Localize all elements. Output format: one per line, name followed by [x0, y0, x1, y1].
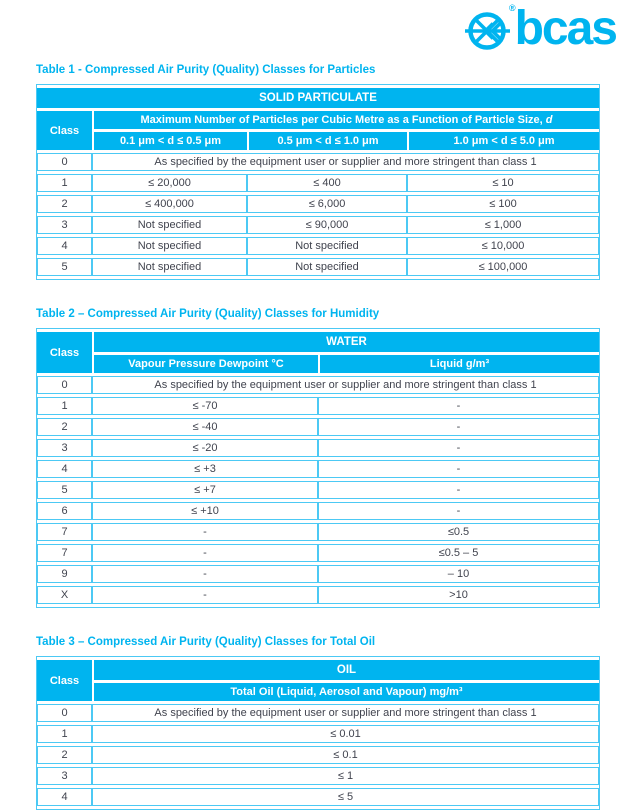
table1-class-column-header: Class: [37, 111, 92, 150]
class-cell: 2: [37, 195, 92, 213]
particles-table: [36, 84, 600, 280]
value-cell: Not specified: [92, 237, 247, 255]
value-cell: ≤ 10,000: [407, 237, 599, 255]
value-cell: ≤ 0.01: [92, 725, 599, 743]
value-cell: ≤ -20: [92, 439, 318, 457]
value-cell: -: [318, 397, 599, 415]
class-cell: 0: [37, 376, 92, 394]
table3-class-column-header: Class: [37, 660, 92, 701]
bcas-compressed-air-logo-icon: [465, 4, 513, 54]
oil-table: [36, 656, 600, 810]
value-cell: -: [92, 565, 318, 583]
class-cell: 4: [37, 237, 92, 255]
table-row: [37, 258, 599, 276]
table-row: [37, 237, 599, 255]
value-cell: -: [318, 439, 599, 457]
table-row: [37, 481, 599, 499]
value-cell: ≤ 400,000: [92, 195, 247, 213]
table-row: [37, 544, 599, 562]
table2-subheader-dewpoint: Vapour Pressure Dewpoint °C: [92, 355, 318, 373]
value-cell: ≤ 100,000: [407, 258, 599, 276]
table-row: [37, 216, 599, 234]
table2-subheader-liquid: Liquid g/m³: [318, 355, 599, 373]
class-cell: 1: [37, 397, 92, 415]
registered-trademark-symbol: ®: [508, 3, 516, 13]
value-cell: ≤ 1,000: [407, 216, 599, 234]
value-cell: -: [92, 544, 318, 562]
table-row: [37, 502, 599, 520]
value-cell: ≤ 10: [407, 174, 599, 192]
table-row: [37, 376, 599, 394]
class-cell: X: [37, 586, 92, 604]
value-cell: -: [92, 523, 318, 541]
oil-section: [36, 636, 600, 810]
value-cell: ≤ 6,000: [247, 195, 407, 213]
value-cell: As specified by the equipment user or supplier and more stringent than class 1: [92, 153, 599, 171]
table2-class-column-header: Class: [37, 332, 92, 373]
value-cell: ≤ 20,000: [92, 174, 247, 192]
value-cell: -: [318, 460, 599, 478]
table-row: [37, 460, 599, 478]
table-row: [37, 725, 599, 743]
table-row: [37, 153, 599, 171]
value-cell: As specified by the equipment user or supplier and more stringent than class 1: [92, 704, 599, 722]
value-cell: ≤0.5 – 5: [318, 544, 599, 562]
value-cell: Not specified: [247, 237, 407, 255]
table-row: [37, 767, 599, 785]
class-cell: 0: [37, 153, 92, 171]
value-cell: -: [92, 586, 318, 604]
table-row: [37, 565, 599, 583]
table1-title: Table 1 - Compressed Air Purity (Quality) Classes for Particles: [36, 64, 376, 76]
value-cell: ≤ 90,000: [247, 216, 407, 234]
value-cell: ≤ +10: [92, 502, 318, 520]
value-cell: ≤ -70: [92, 397, 318, 415]
class-cell: 7: [37, 523, 92, 541]
class-cell: 2: [37, 418, 92, 436]
value-cell: As specified by the equipment user or supplier and more stringent than class 1: [92, 376, 599, 394]
table-row: [37, 746, 599, 764]
value-cell: -: [318, 502, 599, 520]
table-row: [37, 523, 599, 541]
value-cell: ≤ 5: [92, 788, 599, 806]
class-cell: 3: [37, 216, 92, 234]
table1-subheader-size2: 0.5 μm < d ≤ 1.0 μm: [247, 132, 407, 150]
table1-subheader-size1: 0.1 μm < d ≤ 0.5 μm: [92, 132, 247, 150]
table1-band-header: SOLID PARTICULATE: [37, 88, 599, 108]
value-cell: ≤ +7: [92, 481, 318, 499]
class-cell: 1: [37, 174, 92, 192]
table3-subheader-total-oil: Total Oil (Liquid, Aerosol and Vapour) mg/m³: [92, 683, 599, 701]
value-cell: ≤ 0.1: [92, 746, 599, 764]
humidity-section: [36, 308, 600, 608]
value-cell: -: [318, 481, 599, 499]
table1-group-header-text: Maximum Number of Particles per Cubic Metre as a Function of Particle Size,: [140, 114, 546, 126]
class-cell: 2: [37, 746, 92, 764]
value-cell: ≤ 100: [407, 195, 599, 213]
value-cell: ≤ 400: [247, 174, 407, 192]
class-cell: 3: [37, 439, 92, 457]
bcas-compressed-air-logo-icon: [465, 3, 516, 54]
class-cell: 5: [37, 481, 92, 499]
table2-title: Table 2 – Compressed Air Purity (Quality) Classes for Humidity: [36, 308, 380, 320]
value-cell: ≤0.5: [318, 523, 599, 541]
value-cell: Not specified: [92, 258, 247, 276]
class-cell: 4: [37, 788, 92, 806]
table-row: [37, 195, 599, 213]
table1-group-header: [92, 111, 599, 129]
class-cell: 4: [37, 460, 92, 478]
table1-group-header-variable: d: [545, 114, 553, 126]
table-row: [37, 439, 599, 457]
value-cell: Not specified: [247, 258, 407, 276]
value-cell: ≤ -40: [92, 418, 318, 436]
value-cell: -: [318, 418, 599, 436]
table-row: [37, 418, 599, 436]
table-row: [37, 704, 599, 722]
value-cell: Not specified: [92, 216, 247, 234]
class-cell: 5: [37, 258, 92, 276]
value-cell: ≤ +3: [92, 460, 318, 478]
class-cell: 1: [37, 725, 92, 743]
class-cell: 7: [37, 544, 92, 562]
table2-band-header: WATER: [92, 332, 599, 352]
humidity-table: [36, 328, 600, 608]
brand-logo: [465, 4, 616, 54]
class-cell: 6: [37, 502, 92, 520]
class-cell: 3: [37, 767, 92, 785]
particles-section: [36, 64, 600, 280]
class-cell: 0: [37, 704, 92, 722]
value-cell: >10: [318, 586, 599, 604]
table-row: [37, 397, 599, 415]
value-cell: – 10: [318, 565, 599, 583]
value-cell: ≤ 1: [92, 767, 599, 785]
table1-subheader-size3: 1.0 μm < d ≤ 5.0 μm: [407, 132, 599, 150]
brand-name: bcas: [514, 2, 616, 55]
table-row: [37, 788, 599, 806]
table-row: [37, 174, 599, 192]
class-cell: 9: [37, 565, 92, 583]
table3-title: Table 3 – Compressed Air Purity (Quality) Classes for Total Oil: [36, 636, 376, 648]
table-row: [37, 586, 599, 604]
table3-band-header: OIL: [92, 660, 599, 680]
